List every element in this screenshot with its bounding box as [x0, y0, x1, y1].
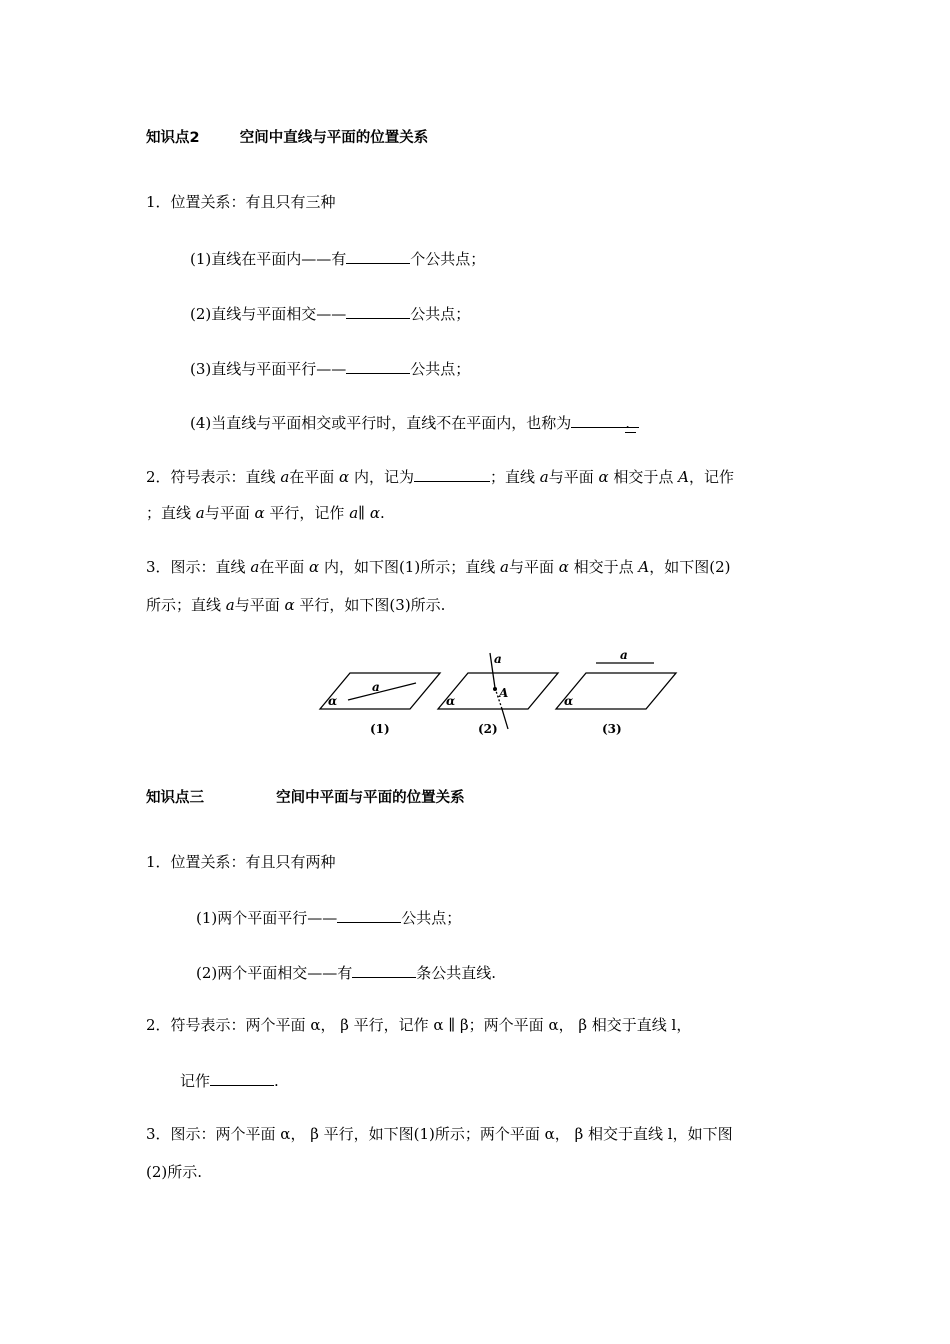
line-label: a	[620, 648, 628, 662]
plane-parallelogram	[556, 673, 676, 709]
answer-blank[interactable]	[346, 302, 410, 319]
answer-blank[interactable]	[337, 906, 401, 923]
section-title: 空间中平面与平面的位置关系	[276, 790, 465, 806]
sub-item: (1)两个平面平行—— 公共点；	[196, 906, 461, 928]
line-label: a	[372, 680, 380, 694]
section-title: 空间中直线与平面的位置关系	[239, 130, 429, 146]
plane-label: α	[564, 694, 574, 708]
sub-item: (3)直线与平面平行—— 公共点；	[190, 357, 470, 379]
item-text: 3．图示：直线 a在平面 α 内，如下图(1)所示；直线 a与平面 α 相交于点 A，如下图(2)	[146, 558, 731, 576]
answer-blank[interactable]	[346, 357, 410, 374]
section-label: 知识点2	[146, 130, 200, 146]
item-text: 1．位置关系：有且只有三种	[146, 193, 336, 211]
figure-caption: (2)	[478, 722, 498, 736]
section-heading	[146, 128, 428, 148]
item-text: 3．图示：两个平面 α， β 平行，如下图(1)所示；两个平面 α， β 相交于直线 l，如下图	[146, 1125, 733, 1143]
answer-blank[interactable]	[414, 465, 490, 482]
line-label: a	[494, 652, 502, 666]
section-label: 知识点三	[146, 790, 204, 806]
sub-item: (2)直线与平面相交—— 公共点；	[190, 302, 470, 324]
plane-parallelogram	[438, 673, 558, 709]
plane-label: α	[446, 694, 456, 708]
section-heading	[146, 788, 465, 808]
point-label: A	[499, 686, 509, 700]
answer-blank[interactable]	[346, 247, 410, 264]
item-text: 所示；直线 a与平面 α 平行，如下图(3)所示.	[146, 596, 446, 614]
line-plane-figure	[310, 645, 690, 745]
item-text: (2)所示.	[146, 1163, 203, 1181]
sub-item: (4)当直线与平面相交或平行时，直线不在平面内，也称为 .	[190, 411, 636, 433]
plane-label: α	[328, 694, 338, 708]
line-a	[502, 709, 508, 729]
figure-caption: (1)	[370, 722, 390, 736]
answer-blank[interactable]	[210, 1069, 274, 1086]
item-text: 2．符号表示：两个平面 α， β 平行，记作 α ∥ β；两个平面 α， β 相交于直线 l，	[146, 1016, 692, 1034]
point-A	[493, 687, 497, 691]
answer-blank[interactable]	[352, 961, 416, 978]
plane-parallelogram	[320, 673, 440, 709]
sub-item: (1)直线在平面内——有 个公共点；	[190, 247, 485, 269]
item-text: 2．符号表示：直线 a在平面 α 内，记为 ；直线 a与平面 α 相交于点 A，记作	[146, 465, 734, 487]
item-text: 1．位置关系：有且只有两种	[146, 853, 336, 871]
sub-item: (2)两个平面相交——有 条公共直线.	[196, 961, 496, 983]
figure-caption: (3)	[602, 722, 622, 736]
item-text: 记作 .	[180, 1069, 279, 1091]
line-a	[348, 683, 416, 700]
item-text: ；直线 a与平面 α 平行，记作 a∥ α.	[146, 504, 385, 522]
